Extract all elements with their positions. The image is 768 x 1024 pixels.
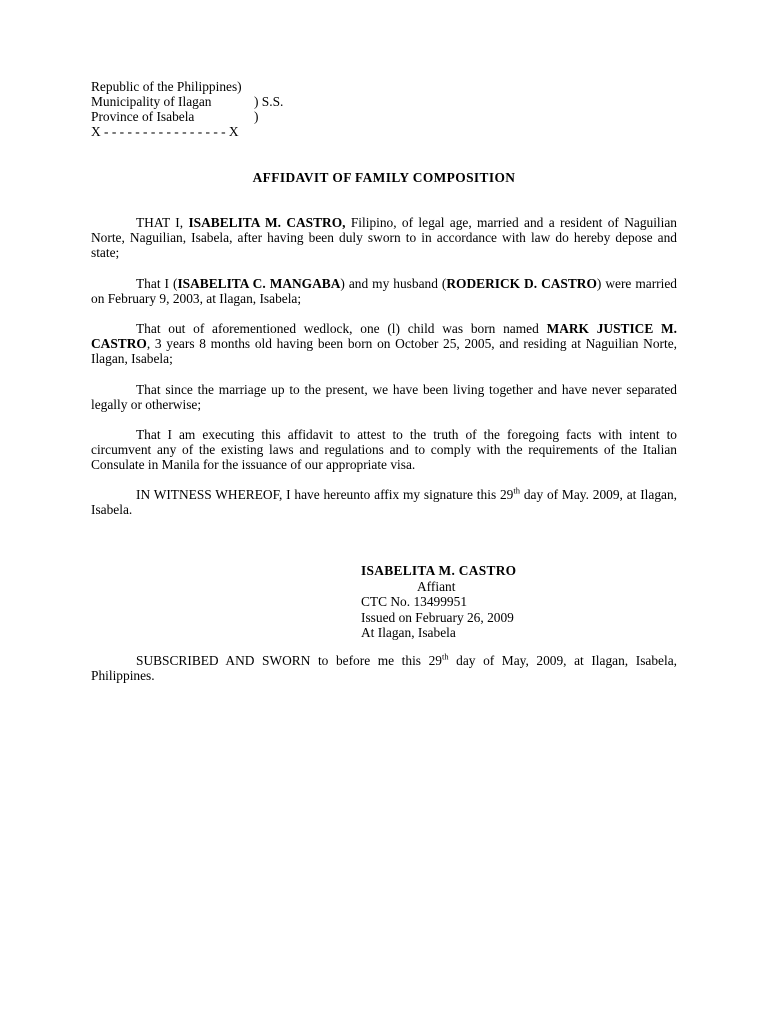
- caption-province: Province of Isabela: [91, 109, 195, 124]
- text-run: ) were married on February 9, 2003, at Ilagan, Isabela;: [91, 276, 677, 306]
- text-run: ) and my husband (: [340, 276, 447, 291]
- caption-bracket: ): [254, 109, 259, 124]
- paragraph-living-together: That since the marriage up to the present, we have been living together and have never separated legally or otherwise;: [91, 382, 677, 412]
- caption-country: Republic of the Philippines: [91, 79, 238, 94]
- paragraph-marriage: [91, 276, 677, 306]
- text-run: SUBSCRIBED AND SWORN to before me this 29: [136, 653, 442, 668]
- text-run: IN WITNESS WHEREOF, I have hereunto affix my signature this 29: [136, 487, 514, 502]
- signatory-name: ISABELITA M. CASTRO: [361, 563, 517, 578]
- paragraph-witness: [91, 487, 677, 517]
- affiant-name: ISABELITA M. CASTRO,: [188, 215, 346, 230]
- caption-bracket: ): [237, 79, 242, 94]
- caption-line-country: [91, 79, 391, 94]
- text-run: That I (: [136, 276, 178, 291]
- text-run: THAT I,: [136, 215, 189, 230]
- text-run: day of May. 2009, at Ilagan, Isabela.: [91, 487, 678, 517]
- signature-block: [361, 563, 661, 641]
- caption-municipality: Municipality of Ilagan: [91, 94, 212, 109]
- maiden-name: ISABELITA C. MANGABA: [177, 276, 341, 291]
- paragraph-jurat: [91, 653, 677, 683]
- text-run: That out of aforementioned wedlock, one (l) child was born named: [136, 321, 547, 336]
- caption-separator: X - - - - - - - - - - - - - - - - X: [91, 124, 239, 139]
- paragraph-child: [91, 321, 677, 366]
- text-run: , 3 years 8 months old having been born on October 25, 2005, and residing at Naguilian Norte, Ilagan, Isabela;: [91, 336, 677, 366]
- paragraph-affiant-statement: [91, 215, 677, 260]
- venue-caption: [91, 79, 391, 139]
- ordinal-suffix: th: [441, 651, 449, 662]
- ctc-issued-place: At Ilagan, Isabela: [361, 625, 456, 640]
- text-run: Filipino, of legal age, married and a resident of Naguilian Norte, Naguilian, Isabela, after having been duly sworn to in accordance with law do hereby depose and state;: [91, 215, 678, 260]
- caption-ss: ) S.S.: [254, 94, 284, 109]
- ctc-issued-date: Issued on February 26, 2009: [361, 609, 514, 625]
- document-title: AFFIDAVIT OF FAMILY COMPOSITION: [252, 170, 516, 185]
- paragraph-purpose: That I am executing this affidavit to attest to the truth of the foregoing facts with intent to circumvent any of the existing laws and regulations and to comply with the requirements of the Italian Consulate in Manila for the issuance of our appropriate visa.: [91, 427, 677, 472]
- ctc-number: CTC No. 13499951: [361, 594, 468, 609]
- caption-line-province: [91, 109, 391, 124]
- ordinal-suffix: th: [513, 485, 520, 496]
- text-run: day of May, 2009, at Ilagan, Isabela, Philippines.: [91, 653, 677, 683]
- husband-name: RODERICK D. CASTRO: [446, 276, 597, 291]
- caption-line-municipality: [91, 94, 391, 109]
- child-name: MARK JUSTICE M. CASTRO: [91, 321, 677, 351]
- signatory-role: Affiant: [417, 578, 456, 594]
